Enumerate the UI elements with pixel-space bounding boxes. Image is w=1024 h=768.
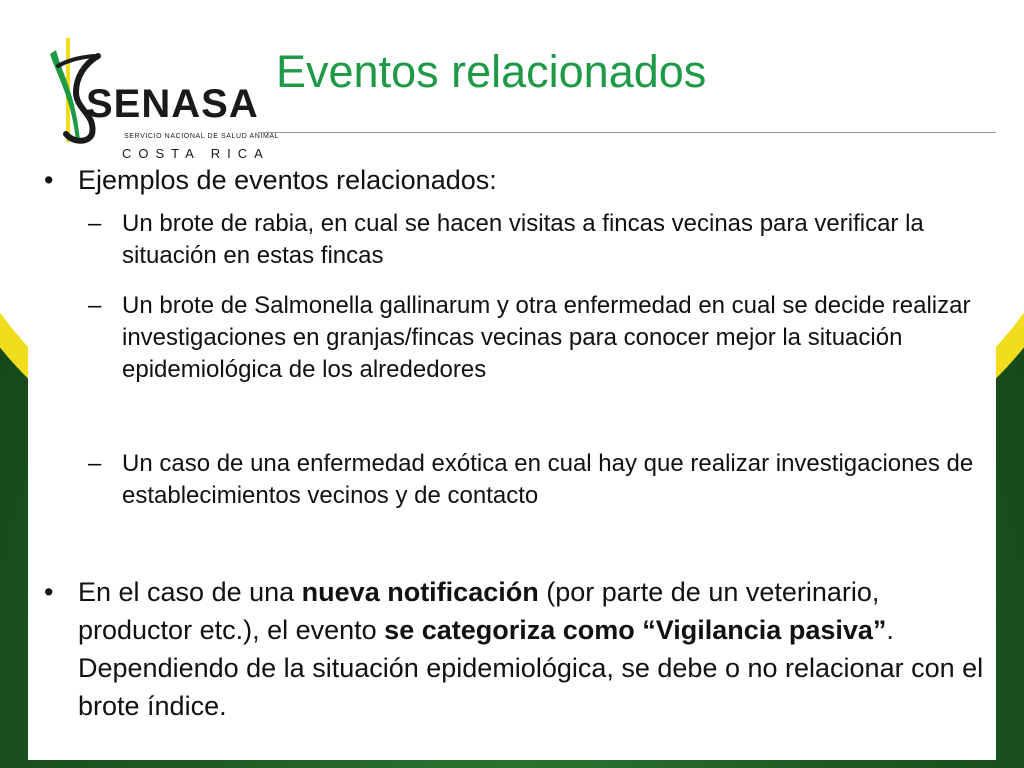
bullet-text: Ejemplos de eventos relacionados: <box>78 165 497 195</box>
title-divider <box>258 132 996 133</box>
logo-subtitle: SERVICIO NACIONAL DE SALUD ANIMAL <box>124 133 280 140</box>
bold-text: nueva notificación <box>301 577 539 607</box>
bold-text: se categoriza como “Vigilancia pasiva” <box>384 615 887 645</box>
sub-bullet-item <box>88 448 988 512</box>
sub-bullet-mark: – <box>88 450 102 477</box>
sub-bullet-text: Un caso de una enfermedad exótica en cual hay que realizar investigaciones de establecimientos vecinos y de contacto <box>122 450 974 509</box>
text-run: (por parte de un veterinario, productor etc.), el evento <box>78 577 880 645</box>
sub-bullet-mark: – <box>88 210 102 237</box>
bullet-text <box>78 573 988 725</box>
bullet-item <box>44 573 988 725</box>
sub-bullet-item <box>88 290 988 386</box>
text-run: . Dependiendo de la situación epidemiológica, se debe o no relacionar con el brote índice. <box>78 615 984 721</box>
sub-bullet-mark: – <box>88 292 102 319</box>
text-run: En el caso de una <box>78 577 302 607</box>
bullet-item <box>44 161 497 199</box>
slide-title: Eventos relacionados <box>276 46 707 97</box>
sub-bullet-item <box>88 208 988 272</box>
logo-wordmark: SENASA <box>86 82 259 126</box>
sub-bullet-text: Un brote de rabia, en cual se hacen visitas a fincas vecinas para verificar la situación en estas fincas <box>122 210 924 269</box>
logo-country: COSTA RICA <box>122 146 270 161</box>
senasa-logo <box>36 34 280 161</box>
bullet-mark: • <box>44 577 54 607</box>
sub-bullet-text: Un brote de Salmonella gallinarum y otra enfermedad en cual se decide realizar investigaciones en granjas/fincas vecinas para conocer mejor la situación epidemiológica de los alrededores <box>122 292 971 383</box>
bullet-mark: • <box>44 165 54 195</box>
